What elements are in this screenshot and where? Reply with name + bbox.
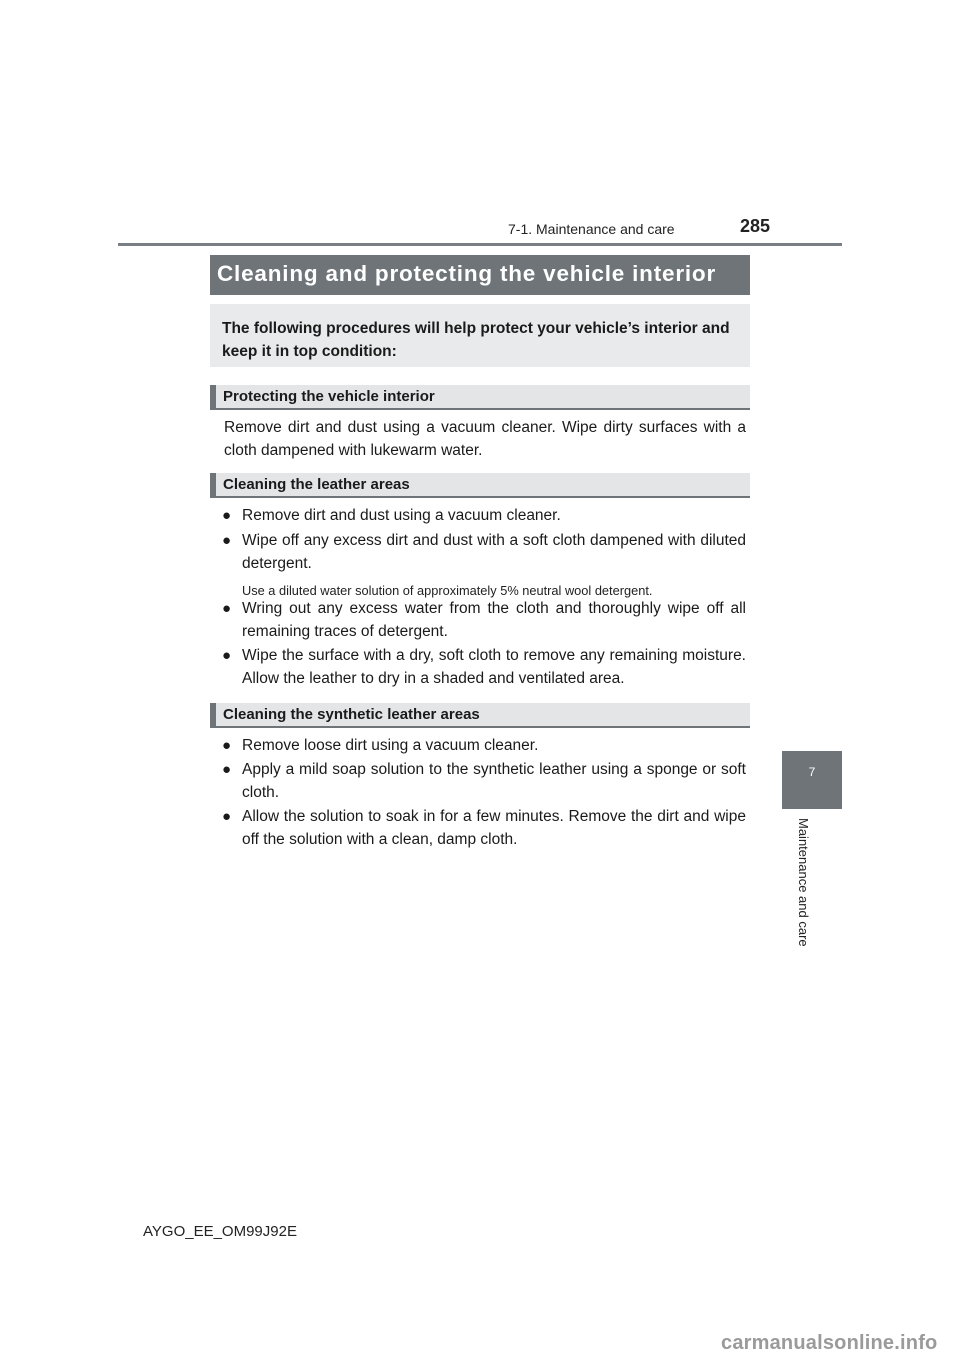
list-item-text: Remove dirt and dust using a vacuum cleaner. (242, 507, 561, 524)
section-heading-protecting (210, 385, 750, 410)
section-heading-label: Cleaning the leather areas (223, 476, 410, 493)
chapter-tab[interactable] (782, 751, 842, 809)
header-divider (118, 243, 842, 246)
bullet-icon: ● (222, 647, 232, 664)
bullet-icon: ● (222, 507, 232, 524)
list-item (222, 806, 746, 851)
document-code: AYGO_EE_OM99J92E (143, 1223, 297, 1240)
detergent-note: Use a diluted water solution of approximately 5% neutral wool detergent. (242, 583, 653, 598)
intro-box (210, 304, 750, 367)
list-item-text: Wipe the surface with a dry, soft cloth to remove any remaining moisture. Allow the leather to dry in a shaded and ventilated area. (242, 647, 746, 687)
list-item (222, 505, 746, 528)
list-item-text: Allow the solution to soak in for a few minutes. Remove the dirt and wipe off the solution with a clean, damp cloth. (242, 808, 746, 848)
list-item (222, 645, 746, 690)
list-item-text: Wipe off any excess dirt and dust with a soft cloth dampened with diluted detergent. (242, 532, 746, 572)
page-number: 285 (740, 216, 771, 236)
page-title-bar (210, 255, 750, 295)
section-heading-leather (210, 473, 750, 498)
list-item (222, 735, 746, 758)
chapter-number: 7 (808, 765, 816, 779)
section-paragraph: Remove dirt and dust using a vacuum cleaner. Wipe dirty surfaces with a cloth dampened with lukewarm water. (224, 419, 746, 459)
list-item-text: Apply a mild soap solution to the synthetic leather using a sponge or soft cloth. (242, 761, 746, 801)
section-heading-synthetic-leather (210, 703, 750, 728)
header-section-title: 7-1. Maintenance and care (508, 221, 675, 237)
intro-text: The following procedures will help protect your vehicle’s interior and keep it in top condition: (222, 320, 730, 360)
bullet-icon: ● (222, 761, 232, 778)
section-heading-label: Cleaning the synthetic leather areas (223, 706, 480, 723)
chapter-label: Maintenance and care (796, 818, 811, 947)
bullet-icon: ● (222, 532, 232, 549)
section-heading-label: Protecting the vehicle interior (223, 388, 435, 405)
list-item (222, 598, 746, 643)
page-title: Cleaning and protecting the vehicle interior (217, 261, 717, 286)
list-item-text: Remove loose dirt using a vacuum cleaner. (242, 737, 539, 754)
bullet-icon: ● (222, 600, 232, 617)
list-item-text: Wring out any excess water from the cloth and thoroughly wipe off all remaining traces of detergent. (242, 600, 746, 640)
list-item (222, 759, 746, 804)
list-item (222, 530, 746, 575)
bullet-icon: ● (222, 737, 232, 754)
watermark: carmanualsonline.info (721, 1332, 938, 1354)
bullet-icon: ● (222, 808, 232, 825)
